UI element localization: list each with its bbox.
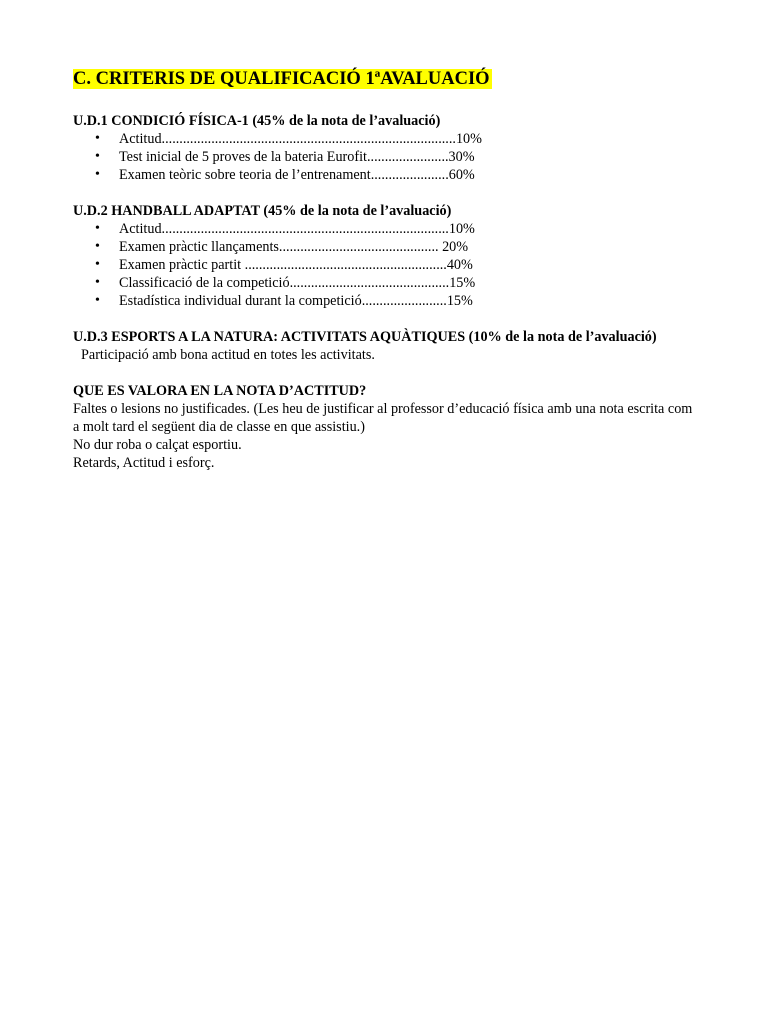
bullet-icon: •: [95, 221, 100, 236]
bullet-icon: •: [95, 257, 100, 272]
list-item-text: Examen teòric sobre teoria de l’entrenament......................60%: [119, 167, 475, 183]
ud3-heading: U.D.3 ESPORTS A LA NATURA: ACTIVITATS AQUÀTIQUES (10% de la nota de l’avaluació): [73, 329, 657, 345]
section-attitude: [73, 382, 693, 472]
list-item: [73, 148, 693, 166]
list-item: [73, 238, 693, 256]
list-item-text: Actitud.................................................................................10%: [119, 221, 475, 237]
section-ud1: [73, 112, 693, 184]
list-item: [73, 130, 693, 148]
bullet-icon: •: [95, 131, 100, 146]
list-item: [73, 256, 693, 274]
section-ud2: [73, 202, 693, 310]
attitude-line: No dur roba o calçat esportiu.: [73, 437, 242, 453]
list-item-text: Examen pràctic partit .........................................................40%: [119, 257, 473, 273]
list-item: [73, 274, 693, 292]
document-page: [73, 66, 693, 472]
title-highlight: C. CRITERIS DE QUALIFICACIÓ 1ªAVALUACIÓ: [73, 69, 490, 89]
list-item-text: Actitud...................................................................................10%: [119, 131, 482, 147]
bullet-icon: •: [95, 149, 100, 164]
list-item-text: Examen pràctic llançaments............................................. 20%: [119, 239, 469, 255]
bullet-icon: •: [95, 167, 100, 182]
list-item: [73, 166, 693, 184]
ud2-heading: U.D.2 HANDBALL ADAPTAT (45% de la nota de l’avaluació): [73, 203, 452, 219]
bullet-icon: •: [95, 293, 100, 308]
section-ud3: [73, 328, 693, 364]
document-title: [73, 66, 693, 92]
attitude-line: Retards, Actitud i esforç.: [73, 455, 215, 471]
ud1-heading: U.D.1 CONDICIÓ FÍSICA-1 (45% de la nota de l’avaluació): [73, 113, 441, 129]
attitude-line: Faltes o lesions no justificades. (Les heu de justificar al professor d’educació física amb una nota escrita com a molt tard el següent dia de classe en que assistiu.): [73, 401, 693, 435]
list-item-text: Estadística individual durant la competició........................15%: [119, 293, 473, 309]
bullet-icon: •: [95, 239, 100, 254]
bullet-icon: •: [95, 275, 100, 290]
list-item: [73, 220, 693, 238]
ud3-text: Participació amb bona actitud en totes les activitats.: [81, 347, 375, 363]
attitude-heading: QUE ES VALORA EN LA NOTA D’ACTITUD?: [73, 383, 367, 399]
ud2-list: [73, 220, 693, 310]
list-item-text: Test inicial de 5 proves de la bateria Eurofit.......................30%: [119, 149, 475, 165]
ud1-list: [73, 130, 693, 184]
list-item: [73, 292, 693, 310]
list-item-text: Classificació de la competició.............................................15%: [119, 275, 476, 291]
